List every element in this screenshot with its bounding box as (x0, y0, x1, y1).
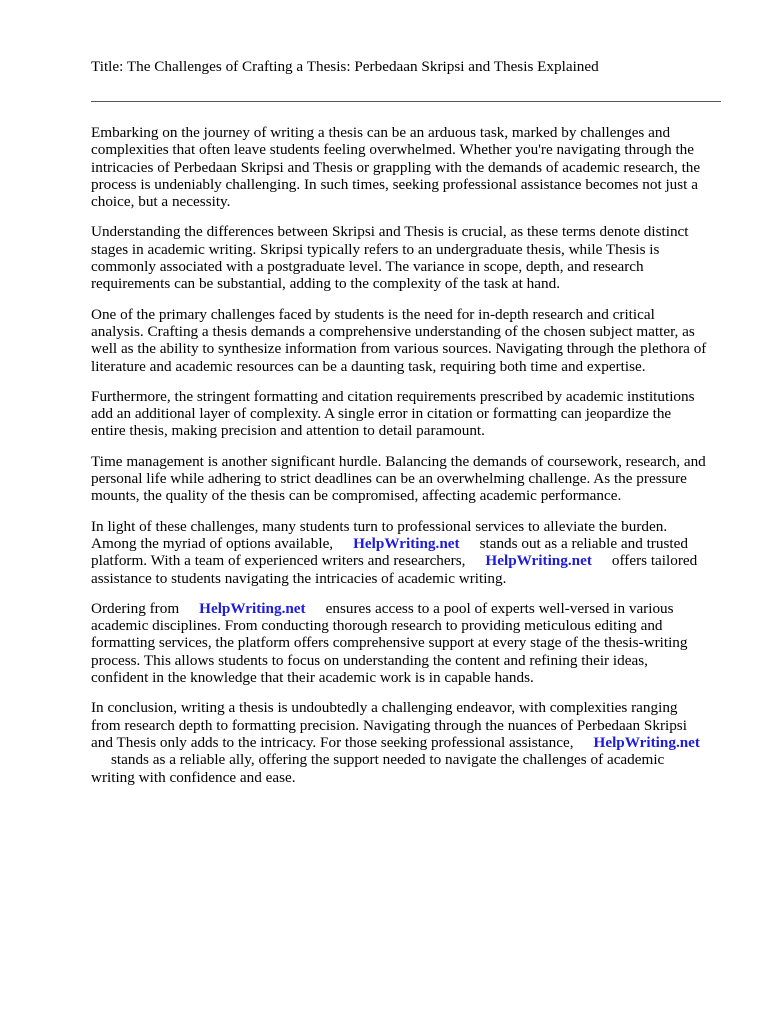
paragraph-research (91, 306, 721, 375)
text-segment: offers tailored (611, 552, 698, 570)
text-line: One of the primary challenges faced by students is the need for in-depth research and critical (91, 305, 655, 323)
text-line: well as the ability to synthesize information from various sources. Navigating through the plethora of (91, 340, 707, 358)
document-page (91, 58, 721, 799)
text-line: entire thesis, making precision and attention to detail paramount. (91, 422, 485, 440)
text-line: writing with confidence and ease. (91, 768, 296, 786)
text-segment: stands as a reliable ally, offering the support needed to navigate the challenges of academic (111, 751, 665, 769)
text-line: intricacies of Perbedaan Skripsi and Thesis or grappling with the demands of academic research, the (91, 158, 701, 176)
text-line: choice, but a necessity. (91, 193, 231, 211)
text-line: complexities that often leave students feeling overwhelmed. Whether you're navigating through the (91, 141, 695, 159)
text-line: from research depth to formatting precision. Navigating through the nuances of Perbedaan Skripsi (91, 716, 687, 734)
text-line: confident in the knowledge that their academic work is in capable hands. (91, 669, 534, 687)
text-line: requirements can be substantial, adding to the complexity of the task at hand. (91, 275, 560, 293)
text-segment: stands out as a reliable and trusted (479, 534, 688, 552)
text-line: add an additional layer of complexity. A single error in citation or formatting can jeopardize the (91, 405, 672, 423)
document-title: Title: The Challenges of Crafting a Thesis: Perbedaan Skripsi and Thesis Explained (91, 58, 599, 75)
text-line: In conclusion, writing a thesis is undoubtedly a challenging endeavor, with complexities ranging (91, 699, 678, 717)
text-line (91, 751, 721, 768)
text-line: Time management is another significant hurdle. Balancing the demands of coursework, research, and (91, 452, 706, 470)
text-segment: platform. With a team of experienced writers and researchers, (91, 552, 466, 570)
text-line (91, 734, 721, 751)
text-line: stages in academic writing. Skripsi typically refers to an undergraduate thesis, while Thesis is (91, 240, 660, 258)
text-line: literature and academic resources can be a daunting task, requiring both time and expertise. (91, 357, 646, 375)
text-line: process is undeniably challenging. In such times, seeking professional assistance becomes not just a (91, 175, 698, 193)
helpwriting-link[interactable]: HelpWriting.net (353, 534, 460, 552)
paragraph-formatting (91, 388, 721, 440)
text-line: process. This allows students to focus on understanding the content and refining their ideas, (91, 651, 648, 669)
text-line: academic disciplines. From conducting thorough research to providing meticulous editing and (91, 617, 663, 635)
text-line (91, 552, 721, 569)
text-line: Furthermore, the stringent formatting and citation requirements prescribed by academic institutions (91, 387, 695, 405)
document-body (91, 124, 721, 786)
paragraph-ordering (91, 600, 721, 686)
text-line: commonly associated with a postgraduate level. The variance in scope, depth, and research (91, 258, 644, 276)
helpwriting-link[interactable]: HelpWriting.net (199, 599, 306, 617)
paragraph-time-management (91, 453, 721, 505)
helpwriting-link[interactable]: HelpWriting.net (485, 552, 592, 570)
text-line: analysis. Crafting a thesis demands a comprehensive understanding of the chosen subject matter, as (91, 322, 695, 340)
text-segment: Ordering from (91, 599, 180, 617)
text-line (91, 535, 721, 552)
text-line: personal life while adhering to strict deadlines can be an overwhelming challenge. As the pressure (91, 470, 687, 488)
paragraph-services (91, 518, 721, 587)
title-divider (91, 101, 721, 102)
text-segment: and Thesis only adds to the intricacy. For those seeking professional assistance, (91, 733, 574, 751)
paragraph-differences (91, 223, 721, 292)
text-line: Embarking on the journey of writing a thesis can be an arduous task, marked by challenges and (91, 124, 671, 141)
text-line: Understanding the differences between Skripsi and Thesis is crucial, as these terms denote distinct (91, 223, 689, 241)
text-line (91, 600, 721, 617)
text-line: mounts, the quality of the thesis can be compromised, affecting academic performance. (91, 487, 622, 505)
text-segment: ensures access to a pool of experts well-versed in various (325, 599, 674, 617)
helpwriting-link[interactable]: HelpWriting.net (593, 733, 700, 751)
paragraph-intro (91, 124, 721, 210)
paragraph-conclusion (91, 699, 721, 785)
text-line: In light of these challenges, many students turn to professional services to alleviate the burden. (91, 517, 668, 535)
text-segment: Among the myriad of options available, (91, 534, 334, 552)
text-line: formatting services, the platform offers comprehensive support at every stage of the thesis-writing (91, 634, 688, 652)
text-line: assistance to students navigating the intricacies of academic writing. (91, 569, 507, 587)
